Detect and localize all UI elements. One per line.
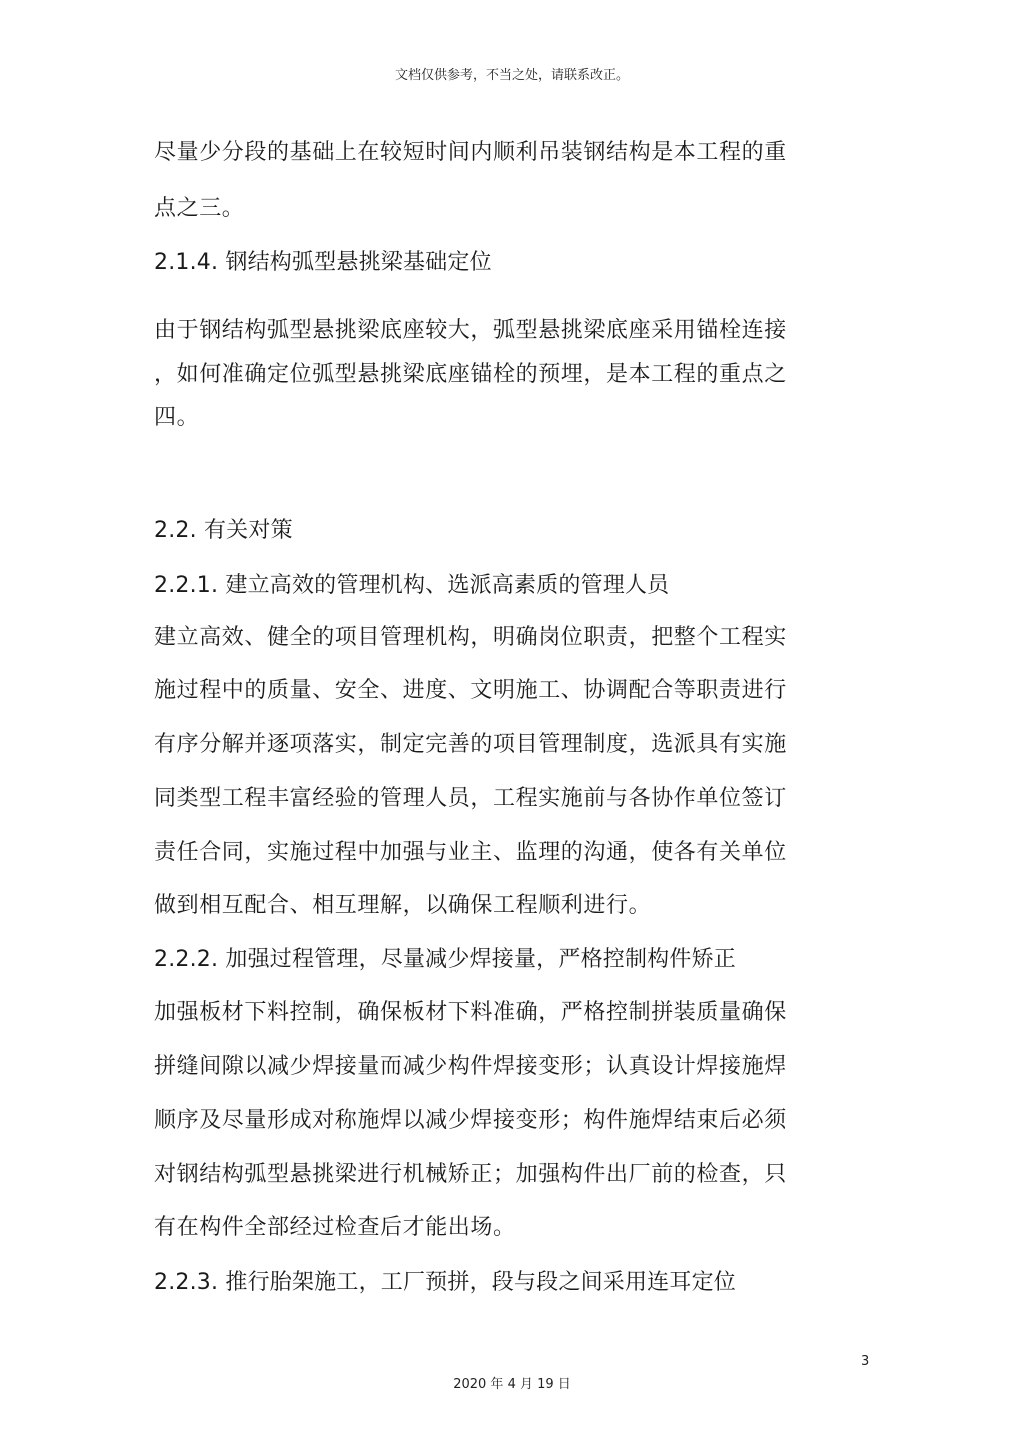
- paragraph-line: 责任合同，实施过程中加强与业主、监理的沟通，使各有关单位: [154, 840, 787, 865]
- header-disclaimer: 文档仅供参考，不当之处，请联系改正。: [394, 68, 629, 83]
- section-heading-2-2-3: 2.2.3. 推行胎架施工，工厂预拼，段与段之间采用连耳定位: [154, 1270, 736, 1295]
- paragraph-line: ，如何准确定位弧型悬挑梁底座锚栓的预埋，是本工程的重点之: [154, 362, 787, 387]
- paragraph-line: 同类型工程丰富经验的管理人员，工程实施前与各协作单位签订: [154, 786, 787, 811]
- paragraph-line: 尽量少分段的基础上在较短时间内顺利吊装钢结构是本工程的重: [154, 140, 787, 165]
- footer-date: 2020 年 4 月 19 日: [453, 1377, 571, 1392]
- page-number: 3: [861, 1354, 870, 1369]
- paragraph-line: 由于钢结构弧型悬挑梁底座较大，弧型悬挑梁底座采用锚栓连接: [154, 318, 787, 343]
- paragraph-line: 施过程中的质量、安全、进度、文明施工、协调配合等职责进行: [154, 678, 787, 703]
- section-heading-2-1-4: 2.1.4. 钢结构弧型悬挑梁基础定位: [154, 250, 492, 275]
- paragraph-line: 做到相互配合、相互理解，以确保工程顺利进行。: [154, 893, 652, 918]
- paragraph-line: 四。: [154, 405, 200, 430]
- paragraph-line: 对钢结构弧型悬挑梁进行机械矫正；加强构件出厂前的检查，只: [154, 1162, 787, 1187]
- paragraph-line: 有序分解并逐项落实，制定完善的项目管理制度，选派具有实施: [154, 732, 787, 757]
- paragraph-line: 加强板材下料控制，确保板材下料准确，严格控制拼装质量确保: [154, 1000, 787, 1025]
- section-heading-2-2-2: 2.2.2. 加强过程管理，尽量减少焊接量，严格控制构件矫正: [154, 947, 736, 972]
- paragraph-line: 顺序及尽量形成对称施焊以减少焊接变形；构件施焊结束后必须: [154, 1108, 787, 1133]
- paragraph-line: 点之三。: [154, 196, 245, 221]
- section-heading-2-2: 2.2. 有关对策: [154, 518, 293, 543]
- paragraph-line: 有在构件全部经过检查后才能出场。: [154, 1215, 516, 1240]
- section-heading-2-2-1: 2.2.1. 建立高效的管理机构、选派高素质的管理人员: [154, 573, 670, 598]
- paragraph-line: 拼缝间隙以减少焊接量而减少构件焊接变形；认真设计焊接施焊: [154, 1054, 787, 1079]
- paragraph-line: 建立高效、健全的项目管理机构，明确岗位职责，把整个工程实: [154, 625, 787, 650]
